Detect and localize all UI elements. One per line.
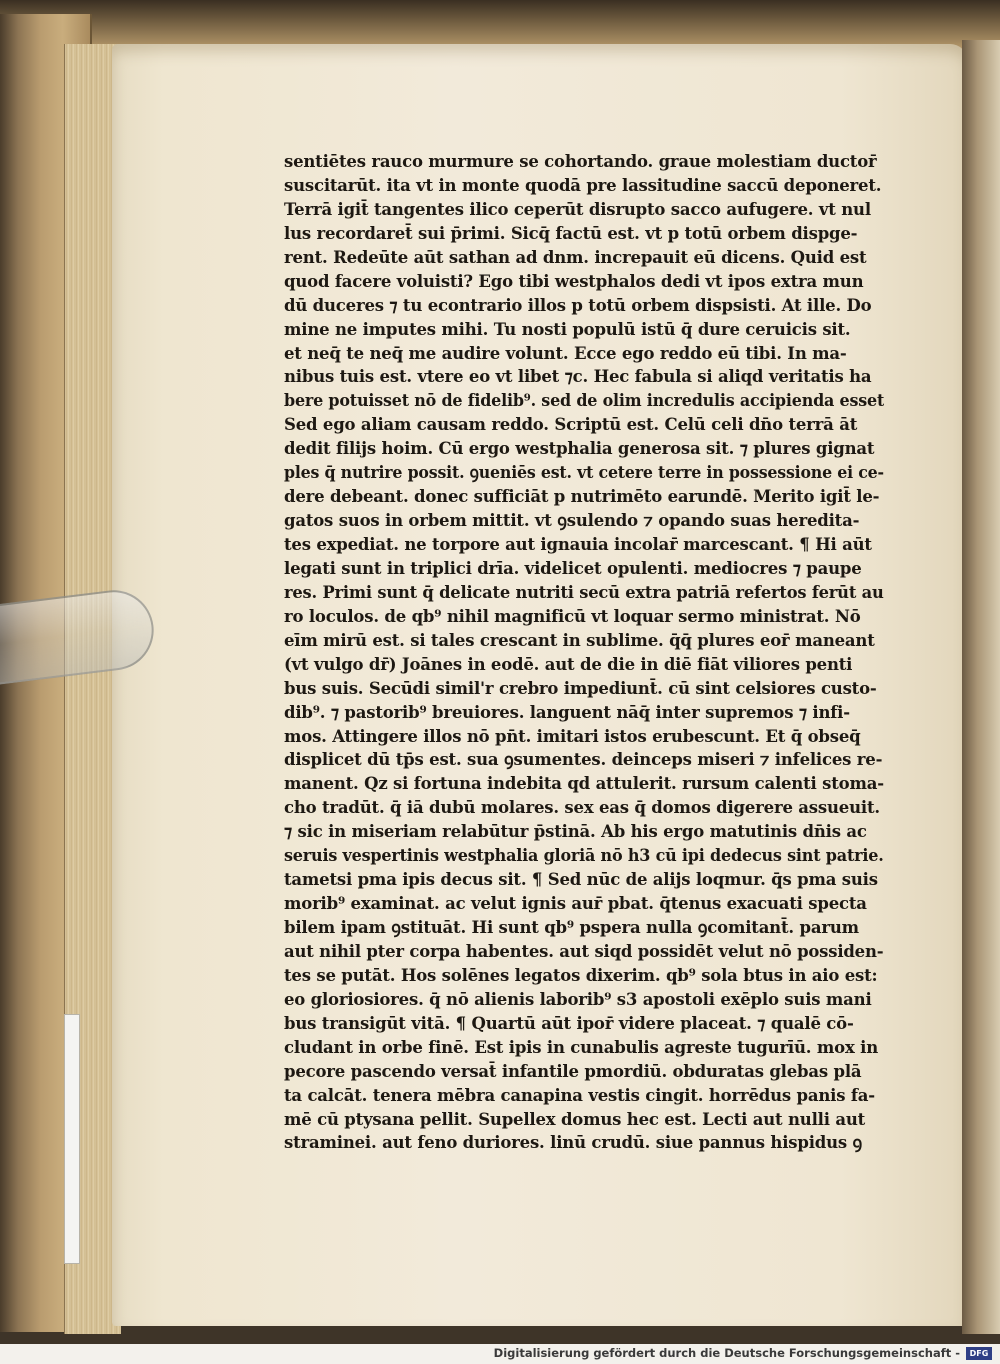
- printed-text-block: [284, 150, 884, 1153]
- text-line: rent. Redeūte aūt sathan ad dnm. increpauit eū dicens. Quid est: [284, 247, 867, 267]
- text-line: et neq̄ te neq̄ me audire volunt. Ecce ego reddo eū tibi. In ma-: [284, 343, 847, 363]
- text-line: (vt vulgo dr̄) Joānes in eodē. aut de die in diē fiāt viliores penti: [284, 654, 853, 674]
- text-line: tametsi pma ipis decus sit. ¶ Sed nūc de alijs loqmur. q̄s pma suis: [284, 870, 878, 890]
- text-line: pecore pascendo versat̄ infantile pmordiū. obduratas glebas plā: [284, 1061, 862, 1081]
- text-line: dib⁹. ⁊ pastorib⁹ breuiores. languent nāq̄ inter supremos ⁊ infi-: [284, 702, 850, 722]
- text-line: morib⁹ examinat. ac velut ignis aur̄ pbat. q̄tenus exacuati specta: [284, 894, 867, 914]
- text-line: seruis vespertinis westphalia gloriā nō h3 cū ipi dedecus sint patrie.: [284, 846, 884, 866]
- text-line: mine ne imputes mihi. Tu nosti populū istū q̄ dure ceruicis sit.: [284, 319, 851, 339]
- text-line: bus transigūt vitā. ¶ Quartū aūt ipor̄ videre placeat. ⁊ qualē cō-: [284, 1013, 854, 1033]
- text-line: bus suis. Secūdi simil'r crebro impediunt̄. cū sint celsiores custo-: [284, 678, 877, 698]
- text-line: mē cū ptysana pellit. Supellex domus hec est. Lecti aut nulli aut: [284, 1109, 866, 1129]
- text-line: ta calcāt. tenera mēbra canapina vestis cingit. horrēdus panis fa-: [284, 1085, 875, 1105]
- text-line: dere debeant. donec sufficiāt p nutrimēto earundē. Merito igit̄ le-: [284, 487, 880, 507]
- text-line: bere potuisset nō de fidelib⁹. sed de olim incredulis accipienda esset: [284, 391, 884, 411]
- text-line: mos. Attingere illos nō pn̄t. imitari istos erubescunt. Et q̄ obseq̄: [284, 726, 861, 746]
- text-line: manent. Qz si fortuna indebita qd attulerit. rursum calenti stoma-: [284, 774, 884, 794]
- text-line: aut nihil pter corpa habentes. aut siqd possidēt velut nō possiden-: [284, 941, 884, 961]
- text-line: tes expediat. ne torpore aut ignauia incolar̄ marcescant. ¶ Hi aūt: [284, 535, 872, 554]
- text-line: cludant in orbe finē. Est ipis in cunabulis agreste tugurīū. mox in: [284, 1037, 878, 1057]
- text-line: legati sunt in triplici drīa. videlicet opulenti. mediocres ⁊ paupe: [284, 558, 862, 578]
- text-line: gatos suos in orbem mittit. vt ꝯsulendo ⁊ opando suas heredita-: [284, 511, 860, 531]
- book-gutter: [962, 40, 1000, 1334]
- text-line: tes se putāt. Hos solēnes legatos dixerim. qb⁹ sola btus in aio est:: [284, 965, 878, 985]
- text-line: eīm mirū est. si tales crescant in sublime. q̄q̄ plures eor̄ maneant: [284, 630, 875, 650]
- text-line: bilem ipam ꝯstituāt. Hi sunt qb⁹ pspera nulla ꝯcomitant̄. parum: [284, 918, 859, 937]
- text-line: ro loculos. de qb⁹ nihil magnificū vt loquar sermo ministrat. Nō: [284, 606, 861, 626]
- text-line: quod facere voluisti? Ego tibi westphalos dedi vt ipos extra mun: [284, 271, 864, 291]
- text-line: Terrā igit̄ tangentes ilico ceperūt disrupto sacco aufugere. vt nul: [284, 199, 871, 219]
- dfg-logo-icon: DFG: [966, 1347, 992, 1360]
- text-line: dedit filijs hoim. Cū ergo westphalia generosa sit. ⁊ plures gignat: [284, 439, 875, 459]
- text-line: cho tradūt. q̄ iā dubū molares. sex eas q̄ domos digerere assueuit.: [284, 798, 880, 818]
- text-line: Sed ego aliam causam reddo. Scriptū est. Celū celi dn̄o terrā āt: [284, 415, 858, 435]
- paper-tab-strip: [64, 1014, 80, 1264]
- book-top-edge: [0, 0, 1000, 50]
- text-line: straminei. aut feno duriores. linū crudū. siue pannus hispidus ꝯ: [284, 1133, 863, 1153]
- text-line: dū duceres ⁊ tu econtrario illos p totū orbem dispsisti. At ille. Do: [284, 295, 872, 315]
- text-line: displicet dū tp̄s est. sua ꝯsumentes. deinceps miseri ⁊ infelices re-: [284, 750, 883, 770]
- text-line: suscitarūt. ita vt in monte quodā pre lassitudine saccū deponeret.: [284, 175, 882, 195]
- text-line: ples q̄ nutrire possit. ꝯueniēs est. vt cetere terre in possessione ei ce-: [284, 463, 884, 483]
- text-line: lus recordaret̄ sui p̄rimi. Sicq̄ factū est. vt p totū orbem dispge-: [284, 223, 858, 243]
- footer-bar: [0, 1344, 1000, 1364]
- text-line: res. Primi sunt q̄ delicate nutriti secū extra patriā refertos ferūt au: [284, 582, 884, 602]
- text-line: eo gloriosiores. q̄ nō alienis laborib⁹ s3 apostoli exēplo suis mani: [284, 989, 872, 1009]
- text-line: nibus tuis est. vtere eo vt libet ⁊c. Hec fabula si aliqd veritatis ha: [284, 367, 872, 387]
- funding-credit: Digitalisierung gefördert durch die Deutsche Forschungsgemeinschaft -: [493, 1346, 960, 1360]
- text-line: sentiētes rauco murmure se cohortando. graue molestiam ductor̄: [284, 152, 877, 171]
- text-line: ⁊ sic in miseriam relabūtur p̄stinā. Ab his ergo matutinis dn̄is ac: [284, 822, 867, 842]
